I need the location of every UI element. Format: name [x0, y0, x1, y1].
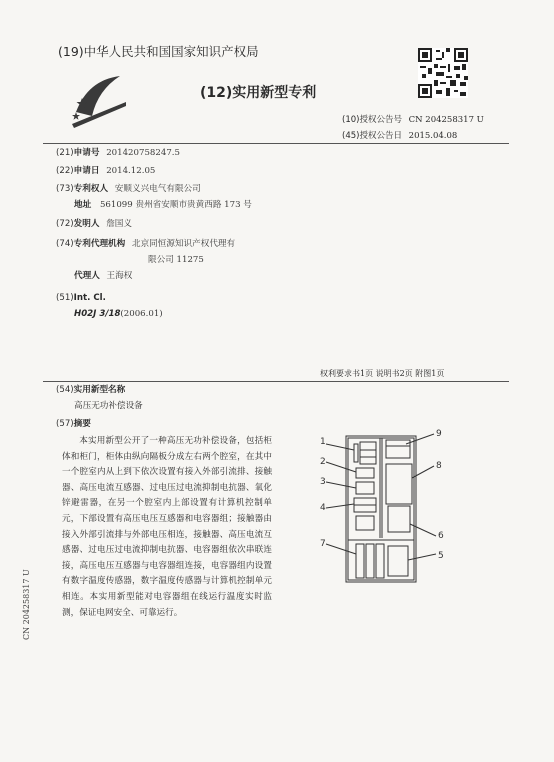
figure-label-5: 5	[438, 551, 444, 561]
side-publication-number: CN 204258317 U	[22, 569, 31, 640]
office-code: (19)	[58, 44, 84, 59]
int-cl: (51)Int. Cl.	[56, 293, 106, 303]
utility-model-title: 高压无功补偿设备	[74, 401, 143, 411]
figure-label-3: 3	[320, 477, 326, 487]
publication-date-label: (45)授权公告日	[342, 131, 402, 141]
doc-type-code: (12)	[200, 85, 233, 101]
publication-date-value: 2015.04.08	[408, 131, 458, 141]
figure-label-4: 4	[320, 503, 326, 513]
figure-label-9: 9	[436, 429, 442, 439]
qr-code-icon	[418, 48, 468, 98]
patent-agent: 代理人 王海权	[74, 271, 133, 281]
abstract-text: 本实用新型公开了一种高压无功补偿设备，包括柜体和柜门，柜体由纵向隔板分成左右两个腔室，在其中一个腔室内从上到下依次设置有接入外部引流排、接触器、高压电流互感器、过电压过电流抑制电抗器、氧化锌避雷器，在另一个腔室内上部设置有计算机控制单元，下部设置有高压电压互感器和电容器组；接触器由接入外部引流排与外部电压相连，接触器、高压电流互感器、过电压过电流抑制电抗器、电容器组依次串联连接，高压电压互感器与电容器组连接，电容器组内设置有数字温度传感器，数字温度传感器与计算机控制单元相连。本实用新型能对电容器组在线运行温度实时监测，保证电网安全、可靠运行。	[62, 436, 272, 618]
utility-model-title-label: (54)实用新型名称	[56, 385, 126, 395]
divider-bottom	[43, 381, 509, 382]
patent-agency: (74)专利代理机构 北京同恒源知识产权代理有	[56, 239, 236, 249]
doc-type	[200, 82, 316, 102]
publication-number-value: CN 204258317 U	[408, 115, 484, 125]
divider-top	[43, 143, 509, 144]
publication-number-row	[342, 113, 484, 125]
figure-label-6: 6	[438, 531, 444, 541]
int-cl-value: H02J 3/18(2006.01)	[74, 309, 163, 319]
application-date: (22)申请日 2014.12.05	[56, 166, 156, 176]
office-name: 中华人民共和国国家知识产权局	[83, 44, 259, 59]
figure-label-1: 1	[320, 437, 326, 447]
office-header	[58, 42, 259, 60]
device-drawing	[316, 428, 466, 588]
abstract-label: (57)摘要	[56, 419, 91, 429]
cnipa-logo-icon	[68, 72, 130, 130]
patentee-address: 地址 561099 贵州省安顺市贵黄西路 173 号	[74, 200, 252, 210]
pages-info: 权利要求书1页 说明书2页 附图1页	[320, 369, 445, 378]
publication-number-label: (10)授权公告号	[342, 115, 402, 125]
patentee: (73)专利权人 安顺义兴电气有限公司	[56, 184, 201, 194]
publication-date-row	[342, 129, 457, 141]
patent-agency-line2: 限公司 11275	[148, 255, 204, 265]
doc-type-name: 实用新型专利	[232, 85, 317, 101]
application-number: (21)申请号 201420758247.5	[56, 148, 180, 158]
figure-label-2: 2	[320, 457, 326, 467]
figure-label-8: 8	[436, 461, 442, 471]
inventor: (72)发明人 詹国义	[56, 219, 132, 229]
figure-label-7: 7	[320, 539, 326, 549]
